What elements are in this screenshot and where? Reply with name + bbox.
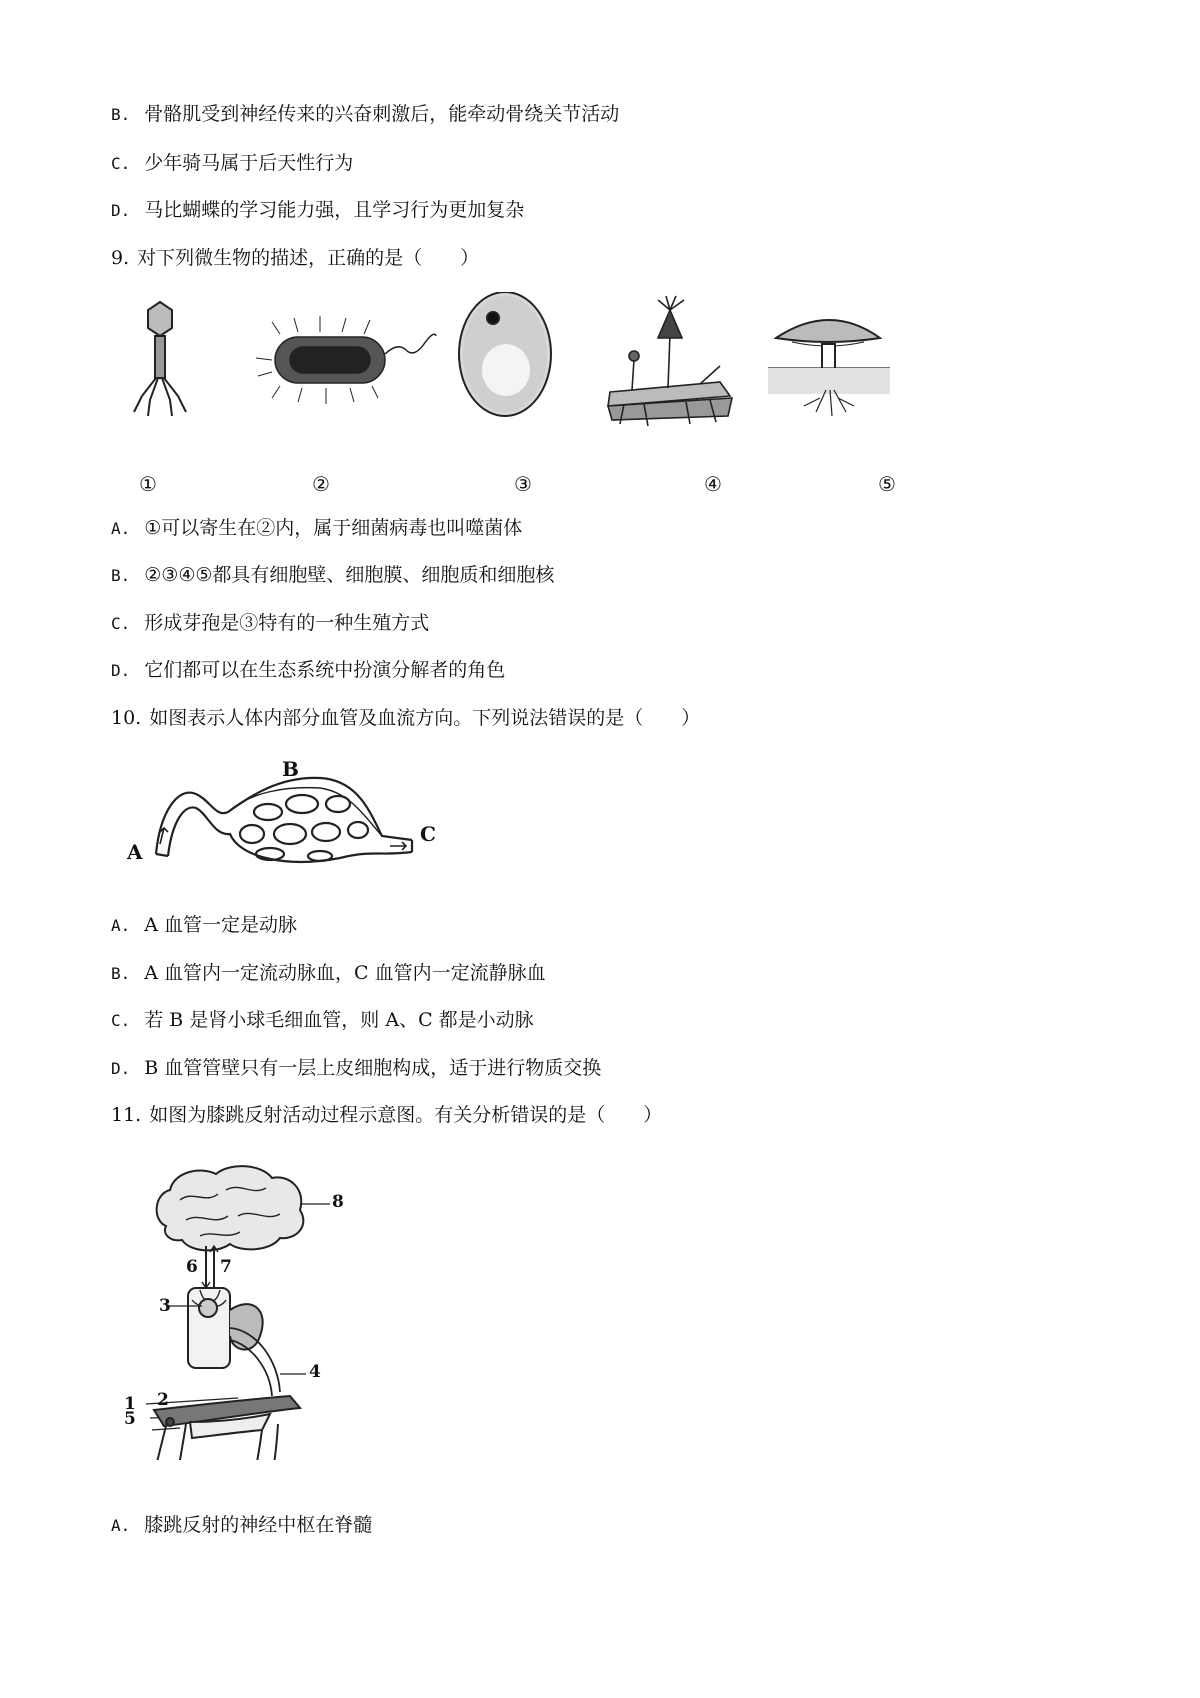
option-letter: B. <box>111 105 131 124</box>
option-text: 它们都可以在生态系统中扮演分解者的角色 <box>144 659 506 681</box>
q9-option-a <box>111 515 522 542</box>
mold-icon <box>608 296 732 426</box>
figure-label-2: ② <box>312 472 330 496</box>
bacterium-icon <box>256 316 436 404</box>
option-text: 形成芽孢是③特有的一种生殖方式 <box>144 612 430 634</box>
q9-microorganism-figure <box>120 292 980 452</box>
option-letter: B. <box>111 964 131 983</box>
blood-vessel-icon <box>156 778 412 862</box>
question-text: 对下列微生物的描述，正确的是（ ） <box>137 247 480 269</box>
yeast-icon <box>459 292 551 416</box>
q8-option-b <box>111 101 619 128</box>
vessel-label-c: C <box>420 822 436 846</box>
reflex-label-2: 2 <box>157 1390 169 1410</box>
option-text: B 血管管壁只有一层上皮细胞构成，适于进行物质交换 <box>144 1057 602 1079</box>
q10-option-b <box>111 960 546 987</box>
q10-stem <box>111 705 700 731</box>
bacteriophage-icon <box>134 302 186 416</box>
question-number: 11. <box>111 1104 142 1126</box>
q8-option-c <box>111 150 353 177</box>
option-letter: C. <box>111 614 131 633</box>
vessel-label-a: A <box>127 840 143 864</box>
q8-option-d <box>111 197 524 224</box>
option-letter: A. <box>111 1516 131 1535</box>
q9-option-c <box>111 610 429 637</box>
option-text: 膝跳反射的神经中枢在脊髓 <box>144 1514 373 1536</box>
reflex-label-5: 5 <box>124 1409 136 1429</box>
q9-stem <box>111 245 479 271</box>
q11-stem <box>111 1102 662 1128</box>
option-text: A 血管一定是动脉 <box>144 914 298 936</box>
reflex-label-3: 3 <box>159 1296 171 1316</box>
reflex-label-7: 7 <box>220 1257 232 1277</box>
option-text: A 血管内一定流动脉血，C 血管内一定流静脉血 <box>144 962 546 984</box>
option-letter: B. <box>111 566 131 585</box>
reflex-label-6: 6 <box>186 1257 198 1277</box>
q10-option-d <box>111 1055 601 1082</box>
option-text: ②③④⑤都具有细胞壁、细胞膜、细胞质和细胞核 <box>144 564 555 586</box>
option-letter: A. <box>111 916 131 935</box>
option-letter: C. <box>111 1011 131 1030</box>
option-letter: D. <box>111 661 131 680</box>
figure-label-5: ⑤ <box>878 472 896 496</box>
figure-label-1: ① <box>139 472 157 496</box>
option-letter: D. <box>111 201 131 220</box>
option-text: 骨骼肌受到神经传来的兴奋刺激后，能牵动骨绕关节活动 <box>144 103 620 125</box>
option-letter: D. <box>111 1059 131 1078</box>
q9-option-b <box>111 562 554 589</box>
option-text: 马比蝴蝶的学习能力强，且学习行为更加复杂 <box>144 199 525 221</box>
question-number: 9. <box>111 247 130 269</box>
option-letter: C. <box>111 154 131 173</box>
question-text: 如图为膝跳反射活动过程示意图。有关分析错误的是（ ） <box>149 1104 663 1126</box>
figure-label-3: ③ <box>514 472 532 496</box>
option-text: 若 B 是肾小球毛细血管，则 A、C 都是小动脉 <box>144 1009 534 1031</box>
q10-option-c <box>111 1007 534 1034</box>
q10-blood-vessel-figure <box>120 752 440 892</box>
mushroom-icon <box>768 320 890 416</box>
reflex-label-1: 1 <box>124 1394 136 1414</box>
option-text: 少年骑马属于后天性行为 <box>144 152 354 174</box>
question-text: 如图表示人体内部分血管及血流方向。下列说法错误的是（ ） <box>149 707 701 729</box>
figure-label-4: ④ <box>704 472 722 496</box>
option-letter: A. <box>111 519 131 538</box>
question-number: 10. <box>111 707 142 729</box>
q11-option-a <box>111 1512 372 1539</box>
q10-option-a <box>111 912 297 939</box>
reflex-label-4: 4 <box>309 1362 321 1382</box>
option-text: ①可以寄生在②内，属于细菌病毒也叫噬菌体 <box>144 517 523 539</box>
reflex-label-8: 8 <box>332 1192 344 1212</box>
q9-option-d <box>111 657 505 684</box>
vessel-label-b: B <box>282 757 299 781</box>
